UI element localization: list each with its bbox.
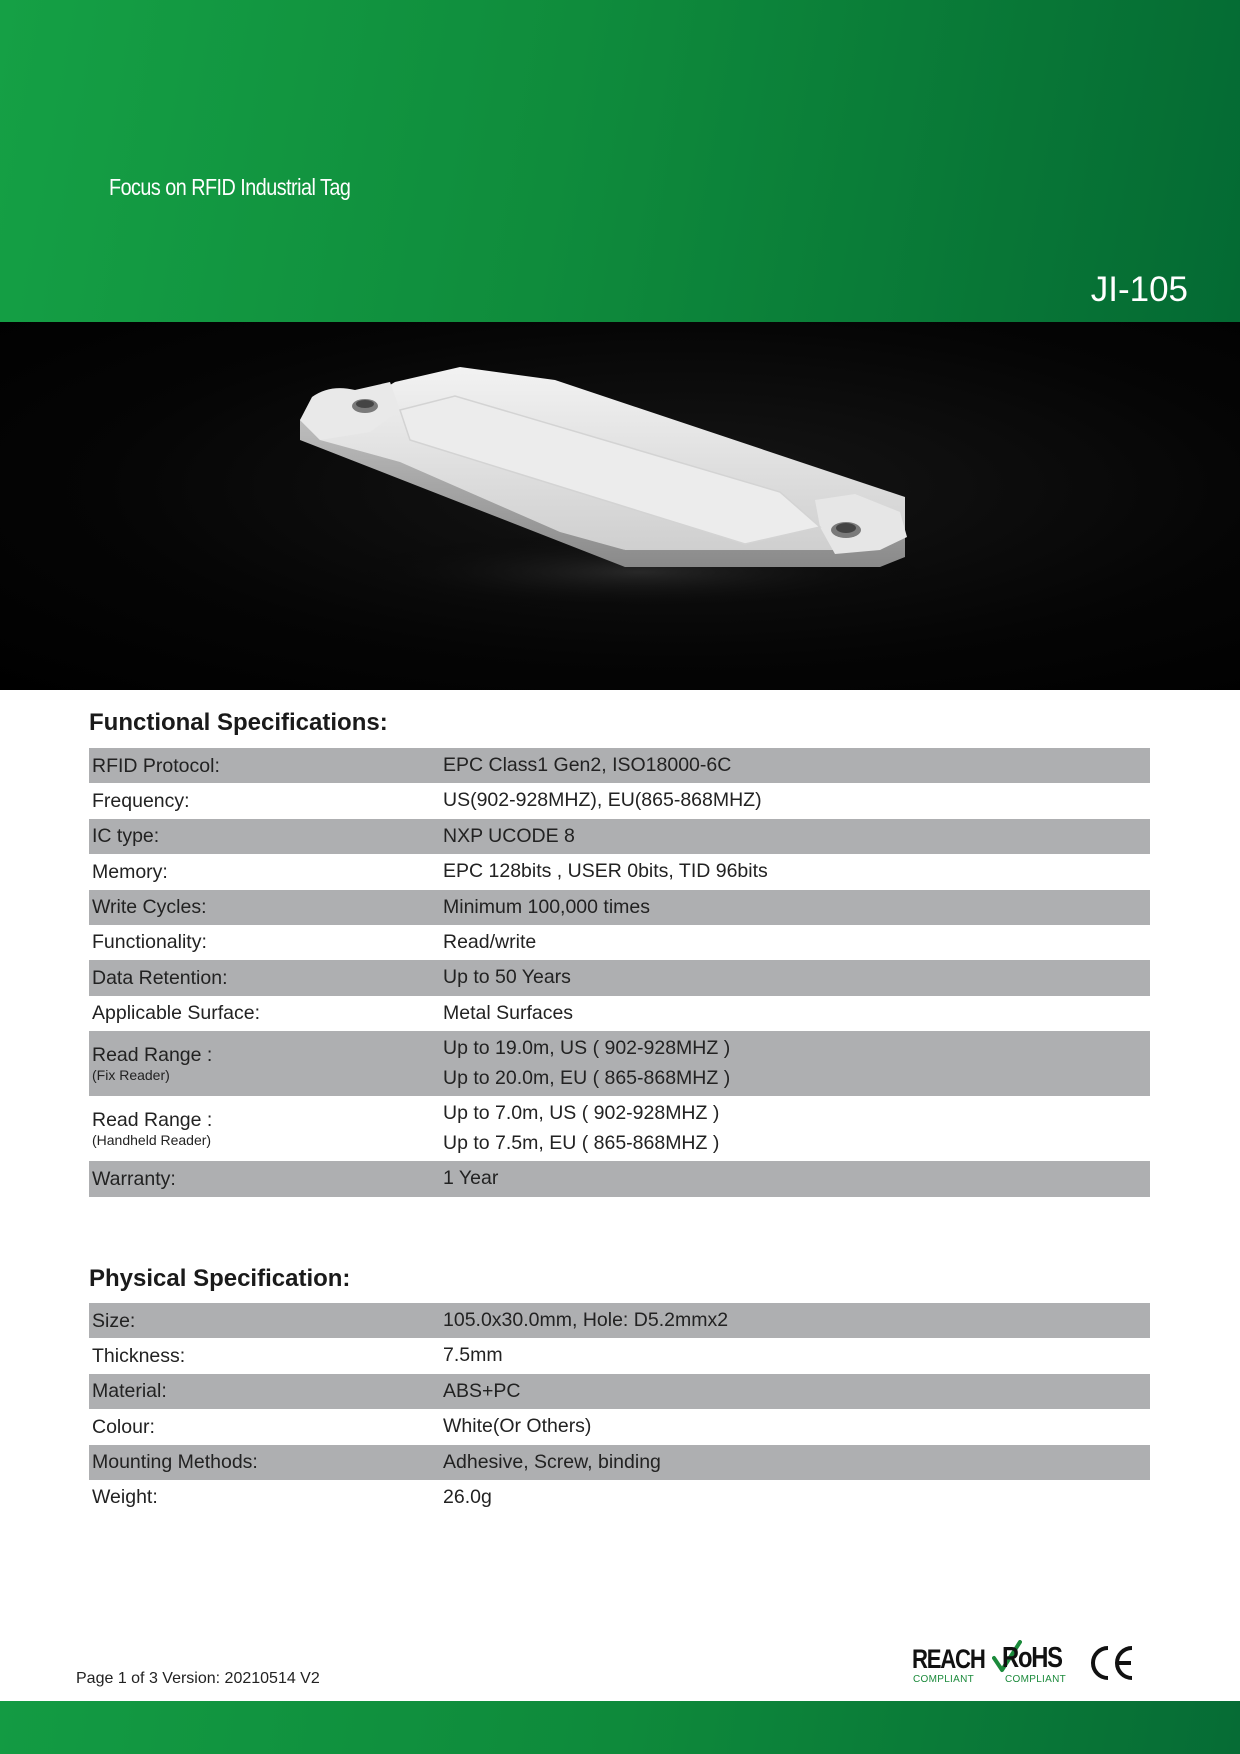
header-banner — [0, 0, 1240, 322]
table-row — [89, 1409, 1150, 1444]
table-row — [89, 996, 1150, 1031]
spec-value: Metal Surfaces — [443, 1001, 574, 1024]
spec-value: Up to 20.0m, EU ( 865-868MHZ ) — [443, 1066, 731, 1089]
spec-value: 7.5mm — [443, 1344, 503, 1367]
spec-label: Thickness: — [92, 1344, 186, 1367]
table-row — [89, 1480, 1150, 1515]
spec-value: NXP UCODE 8 — [443, 824, 575, 847]
spec-value-group — [443, 1099, 1150, 1158]
spec-label: Data Retention: — [92, 966, 228, 989]
spec-sublabel: (Fix Reader) — [92, 1067, 170, 1084]
ce-mark-icon — [1086, 1640, 1136, 1686]
table-row — [89, 1031, 1150, 1096]
spec-value: White(Or Others) — [443, 1415, 592, 1438]
spec-sublabel: (Handheld Reader) — [92, 1132, 212, 1149]
spec-label: IC type: — [92, 825, 160, 848]
spec-value: Minimum 100,000 times — [443, 895, 650, 918]
physical-specs-table — [89, 1303, 1150, 1515]
spec-label: Warranty: — [92, 1167, 176, 1190]
spec-value-group — [443, 1034, 1150, 1093]
physical-specs-title: Physical Specification: — [89, 1265, 351, 1292]
spec-value: Up to 19.0m, US ( 902-928MHZ ) — [443, 1037, 731, 1060]
page-info: Page 1 of 3 Version: 20210514 V2 — [76, 1670, 320, 1687]
table-row — [89, 854, 1150, 889]
table-row — [89, 1338, 1150, 1373]
spec-value: Up to 50 Years — [443, 966, 571, 989]
spec-label: Frequency: — [92, 789, 190, 812]
spec-label-group — [89, 1108, 443, 1149]
product-photo — [0, 322, 1240, 690]
spec-label: Write Cycles: — [92, 896, 207, 919]
table-row — [89, 960, 1150, 995]
spec-label: Read Range : — [92, 1044, 213, 1067]
rohs-logo: RoHS — [1002, 1642, 1062, 1674]
spec-value: ABS+PC — [443, 1379, 521, 1402]
spec-value: EPC 128bits , USER 0bits, TID 96bits — [443, 860, 768, 883]
table-row — [89, 1374, 1150, 1409]
spec-value: Adhesive, Screw, binding — [443, 1450, 661, 1473]
spec-value: Read/write — [443, 931, 537, 954]
tagline: Focus on RFID Industrial Tag — [109, 174, 351, 200]
spec-value: 26.0g — [443, 1486, 492, 1509]
reach-logo: REACH — [912, 1644, 985, 1674]
reach-compliant-label: COMPLIANT — [913, 1674, 975, 1685]
table-row — [89, 1161, 1150, 1196]
functional-specs-title: Functional Specifications: — [89, 709, 388, 736]
spec-value: Up to 7.0m, US ( 902-928MHZ ) — [443, 1102, 720, 1125]
spec-value: US(902-928MHZ), EU(865-868MHZ) — [443, 789, 762, 812]
rohs-compliant-label: COMPLIANT — [1005, 1674, 1067, 1685]
spec-label: Size: — [92, 1309, 136, 1332]
footer-band — [0, 1701, 1240, 1754]
spec-label: Memory: — [92, 860, 168, 883]
spec-label: Mounting Methods: — [92, 1451, 258, 1474]
table-row — [89, 890, 1150, 925]
spec-label-group — [89, 1043, 443, 1084]
spec-value: Up to 7.5m, EU ( 865-868MHZ ) — [443, 1131, 720, 1154]
rfid-tag-photo-icon — [0, 322, 1240, 690]
certification-logos — [910, 1640, 1140, 1690]
spec-value: EPC Class1 Gen2, ISO18000-6C — [443, 754, 732, 777]
spec-label: Read Range : — [92, 1109, 213, 1132]
table-row — [89, 1303, 1150, 1338]
spec-label: Colour: — [92, 1415, 155, 1438]
table-row — [89, 1445, 1150, 1480]
table-row — [89, 748, 1150, 783]
table-row — [89, 925, 1150, 960]
spec-label: Functionality: — [92, 931, 207, 954]
spec-label: Applicable Surface: — [92, 1002, 261, 1025]
spec-label: Weight: — [92, 1486, 158, 1509]
model-number: JI-105 — [1090, 270, 1188, 309]
spec-label: RFID Protocol: — [92, 754, 220, 777]
table-row — [89, 783, 1150, 818]
functional-specs-table — [89, 748, 1150, 1197]
spec-label: Material: — [92, 1380, 167, 1403]
table-row — [89, 819, 1150, 854]
table-row — [89, 1096, 1150, 1161]
spec-value: 1 Year — [443, 1167, 499, 1190]
spec-value: 105.0x30.0mm, Hole: D5.2mmx2 — [443, 1309, 729, 1332]
